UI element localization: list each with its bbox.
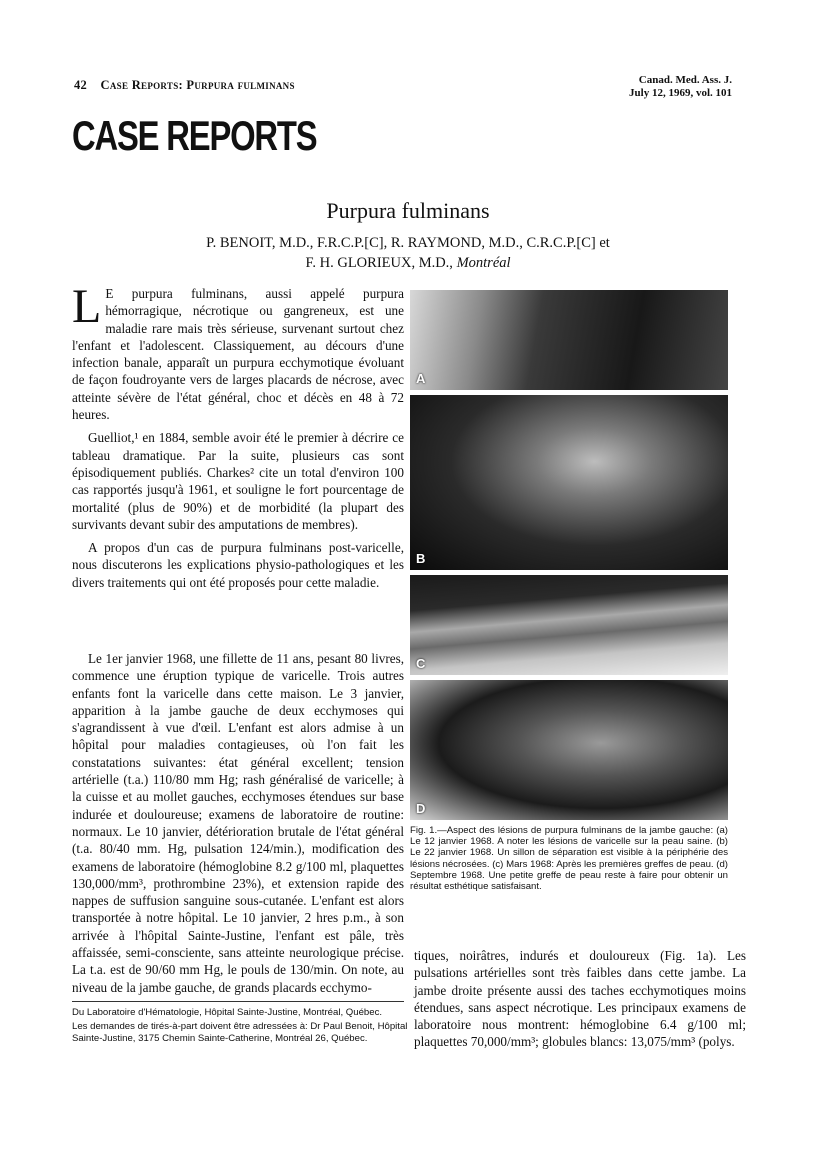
authors-line-1: P. BENOIT, M.D., F.R.C.P.[C], R. RAYMOND, M.D., C.R.C.P.[C] et bbox=[206, 235, 610, 251]
photo-label-b: B bbox=[416, 551, 426, 566]
footnote-divider bbox=[72, 1001, 404, 1002]
authors-line-2 bbox=[0, 253, 816, 273]
author-location: Montréal bbox=[456, 255, 511, 271]
paragraph-history: Guelliot,¹ en 1884, semble avoir été le premier à décrire ce tableau dramatique. Par la suite, plusieurs cas sont épisodiquement publiés. Charkes² cite un total d'environ 100 cas rapportés jusqu'à 1961, et souligne le fort pourcentage de mortalité (plus de 90%) et de morbidité (la plupart des survivants devant subir des amputations de membres). bbox=[72, 430, 404, 532]
journal-name: Canad. Med. Ass. J. bbox=[638, 74, 732, 86]
author-block bbox=[0, 233, 816, 273]
case-continued bbox=[414, 947, 746, 1051]
running-title: Case Reports: Purpura fulminans bbox=[100, 78, 295, 92]
paragraph-intro-text: E purpura fulminans, aussi appelé purpura hémorragique, nécrotique ou gangreneux, est une maladie rare mais très sérieuse, survenant surtout chez l'enfant et l'adolescent. Classiquement, au décours d'une infection banale, apparaît un purpura ecchymotique évoluant de façon foudroyante vers de larges placards de nécrose, avec atteinte sévère de l'état général, choc et décès en 48 à 72 heures. bbox=[72, 286, 404, 423]
footnotes bbox=[72, 1007, 412, 1047]
section-heading: CASE REPORTS bbox=[72, 112, 317, 159]
author-glorieux: F. H. GLORIEUX, M.D., bbox=[305, 255, 453, 271]
footnote-reprints: Les demandes de tirés-à-part doivent être adressées à: Dr Paul Benoit, Hôpital Sainte-Justine, 3175 Chemin Sainte-Catherine, Montréal 26, Québec. bbox=[72, 1021, 408, 1044]
paragraph-purpose: A propos d'un cas de purpura fulminans post-varicelle, nous discuterons les explications physio-pathologiques et les divers traitements qui ont été proposés pour cette maladie. bbox=[72, 540, 404, 590]
photo-c bbox=[410, 575, 728, 675]
case-report bbox=[72, 650, 404, 1002]
paragraph-case: Le 1er janvier 1968, une fillette de 11 ans, pesant 80 livres, commence une éruption typique de varicelle. Trois autres enfants font la varicelle dans cette maison. Le 3 janvier, apparition à la jambe gauche de deux ecchymoses qui s'agrandissent à vue d'œil. L'enfant est alors admise à un hôpital pour maladies contagieuses, où l'on fait les constatations suivantes: état général excellent; tension artérielle (t.a.) 110/80 mm Hg; rash généralisé de varicelle; à la cuisse et au mollet gauches, ecchymoses étendues sur base indurée et douloureuse; examens de laboratoire de routine: normaux. Le 10 janvier, détérioration brutale de l'état général (t.a. 80/40 mm. Hg, pulsation 124/min.), modification des examens de laboratoire (hémoglobine 8.2 g/100 ml, plaquettes 130,000/mm³, prothrombine 23%), et extension rapide des nappes de suffusion sanguine sous-cutanée. L'enfant est alors transportée à notre hôpital. Le 10 janvier, 2 hres p.m., à son arrivée à l'hôpital Sainte-Justine, l'enfant est pâle, très affaissée, semi-consciente, sans atteinte neurologique précise. La t.a. est de 90/60 mm Hg, le pouls de 130/min. On note, au niveau de la jambe gauche, de grands placards ecchymo- bbox=[72, 651, 404, 995]
journal-citation bbox=[629, 74, 732, 100]
introduction bbox=[72, 280, 404, 597]
photo-label-c: C bbox=[416, 656, 426, 671]
photo-d bbox=[410, 680, 728, 820]
figure-1 bbox=[410, 290, 728, 892]
running-header bbox=[74, 78, 295, 93]
photo-a bbox=[410, 290, 728, 390]
page-number: 42 bbox=[74, 78, 88, 92]
journal-date: July 12, 1969, vol. 101 bbox=[629, 87, 732, 99]
figure-caption: Fig. 1.—Aspect des lésions de purpura fulminans de la jambe gauche: (a) Le 12 janvier 1968. A noter les lésions de varicelle sur la peau saine. (b) Le 22 janvier 1968. Un sillon de séparation est visible à la périphérie des lésions nécrosées. (c) Mars 1968: Après les premières greffes de peau. (d) Septembre 1968. Une petite greffe de peau reste à faire pour obtenir un résultat esthétique satisfaisant. bbox=[410, 825, 728, 893]
photo-label-a: A bbox=[416, 371, 426, 386]
drop-cap: L bbox=[72, 280, 102, 333]
photo-b bbox=[410, 395, 728, 570]
paragraph-continued: tiques, noirâtres, indurés et douloureux (Fig. 1a). Les pulsations artérielles sont très faibles dans cette jambe. La jambe droite présente aussi des taches ecchymotiques moins étendues, sans aspect nécrotique. Les principaux examens de laboratoire nous montrent: hémoglobine 6.4 g/100 ml; plaquettes 70,000/mm³; globules blancs: 13,075/mm³ (polys. bbox=[414, 948, 746, 1050]
footnote-affiliation: Du Laboratoire d'Hématologie, Hôpital Sainte-Justine, Montréal, Québec. bbox=[72, 1007, 383, 1018]
photo-label-d: D bbox=[416, 801, 426, 816]
article-title: Purpura fulminans bbox=[326, 198, 490, 223]
paragraph-intro bbox=[72, 280, 404, 423]
